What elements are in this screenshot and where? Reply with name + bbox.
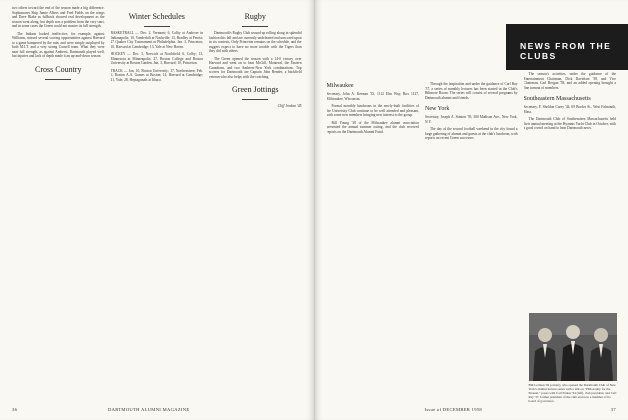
banner-title: NEWS FROM THE CLUBS bbox=[520, 41, 612, 61]
right-page-number: 37 bbox=[610, 407, 616, 412]
right-footer-title: Issue of DECEMBER 1958 bbox=[424, 407, 483, 412]
body-paragraph: Dartmouth's Rugby Club wound up rolling along in splendid fashion this fall and are currently undefeated and unscored upon in six contests. Only Princeton remains on the schedule, and the ruggers expect to have no more trouble with the Tigers than they did with others. bbox=[209, 31, 302, 53]
right-column-1 bbox=[327, 6, 420, 390]
left-footer-title: DARTMOUTH ALUMNI MAGAZINE bbox=[108, 407, 190, 412]
right-column-2 bbox=[425, 6, 518, 390]
left-column-3 bbox=[209, 6, 302, 390]
heading-rule bbox=[242, 99, 268, 100]
left-column-2 bbox=[111, 6, 204, 390]
body-paragraph: Secretary, Joseph A. Stinton '39, 300 Madison Ave., New York, N.Y. bbox=[425, 115, 518, 124]
heading-rule bbox=[45, 79, 71, 80]
left-page-number: 36 bbox=[12, 407, 18, 412]
body-paragraph: Secretary, John A. Keenan '35, 1112 Elm Way, Box 1127, Milwaukee, Wisconsin. bbox=[326, 92, 419, 101]
byline: Cliff Jordan '45 bbox=[277, 104, 302, 108]
heading-rule bbox=[144, 26, 170, 27]
body-paragraph: The Dartmouth Club of Southeastern Massachusetts held their annual meeting at the Hyannis Yacht Club in October, with a good crowd on hand to hear Dartmouth news. bbox=[523, 117, 616, 130]
body-paragraph: Through the inspiration and under the guidance of Carl Ray '37, a series of monthly lectures has been started in the Club's Biltmore Room. The series will consist of several programs by Dartmouth alumni and friends. bbox=[425, 82, 518, 100]
heading-cross-country: Cross Country bbox=[35, 64, 82, 74]
body-paragraph: The season's activities, under the guidance of the Entertainment Chairman, Dick Davidson '58, and Vice Chairman, Carl Brogan '58, and an added opening brought a fine turnout of members. bbox=[523, 72, 616, 90]
heading-new-york: New York bbox=[425, 106, 450, 112]
left-column-1 bbox=[12, 6, 105, 390]
body-paragraph: The day of the second football weekend in the city found a large gathering of alumni and guests at the club's luncheon, with reports on recent Green successes. bbox=[425, 127, 518, 140]
body-paragraph: The Indians looked ineffective, for example, against Williams, missed several scoring opportunities against Harvard to a game hampered by the rain, and were simply outplayed by both M.I.T. and a very strong Cornell team. What they were near full strength, as against Amherst, Dartmouth played well, but injuries and lack of depth made it an up-and-down season. bbox=[12, 31, 105, 58]
body-paragraph: Bill Young '38 of the Milwaukee alumni association presented the annual summer outing, and the club received reports on the Dartmouth Alumni Fund. bbox=[326, 120, 419, 134]
body-paragraph: Secretary, F. Sheldon Carey '44, 69 Border St., West Falmouth, Mass. bbox=[523, 105, 616, 114]
heading-southeastern-massachusetts: Southeastern Massachusetts bbox=[523, 96, 591, 102]
schedule-paragraph: HOCKEY — Dec. 3, Norwich at Northfield; 6, Colby; 13, Minnesota at Minneapolis; 27, Boston College and Boston University at Boston Garden. Jan. 3, Harvard; 10, Princeton. bbox=[110, 52, 203, 65]
body-paragraph: The Green opened the season with a 14-0 victory over Harvard and went on to beat McGill, Montreal, the Eastern Canadians, and two Amherst-New York combinations. Top scorers for Dartmouth are Captain John Bender, a backfield veteran who also helps with the coaching. bbox=[209, 56, 302, 79]
heading-rule bbox=[242, 26, 268, 27]
heading-rugby: Rugby bbox=[244, 12, 266, 21]
schedule-paragraph: TRACK — Jan. 10, Boston University; 17, Northeastern; Feb. 6, Boston A.A. Games at Boston; 14, Harvard at Cambridge; 21, Yale; 28, Heptagonals at Ithaca. bbox=[110, 68, 203, 82]
heading-green-jottings: Green Jottings bbox=[232, 85, 279, 94]
photo-caption: Bill Lerman '04 (center), who opened the Dartmouth Club of New York's alumni lecture series with a talk on "Philosophy for the Present," poses with Carl Parker '34 (left), club president, and Carl Ray '37, former president of the club and now a member of its board of governors. bbox=[528, 383, 617, 404]
right-page bbox=[315, 0, 628, 420]
schedule-paragraph: BASKETBALL — Dec. 2, Vermont; 6, Colby at Andover in Indianapolis; 10, Vanderbilt at Nashville; 13, Bradley at Peoria; 27 Quaker City Tournament at Philadelphia. Jan. 3, Princeton; 10, Harvard at Cambridge; 13, Yale at New Haven. bbox=[110, 31, 203, 49]
body-paragraph: two others toward the end of the season made a big difference. Sophomores Skip Jamie Albers and Fred Fields on the wings and Dave Blake as fullback showed real development as the season went along, but depth was a problem from the very start, and in some cases the Green could not muster its full strength. bbox=[12, 6, 105, 28]
heading-milwaukee: Milwaukee bbox=[326, 83, 354, 89]
body-paragraph: Formal monthly luncheons in the newly-built facilities of the University Club continue to be well attended and pleasant, with some new members bringing new interest to the group. bbox=[326, 104, 419, 117]
heading-winter-schedules: Winter Schedules bbox=[128, 12, 185, 21]
three-men-photo bbox=[529, 313, 617, 381]
club-photo bbox=[529, 313, 617, 381]
left-page-columns bbox=[12, 6, 302, 390]
